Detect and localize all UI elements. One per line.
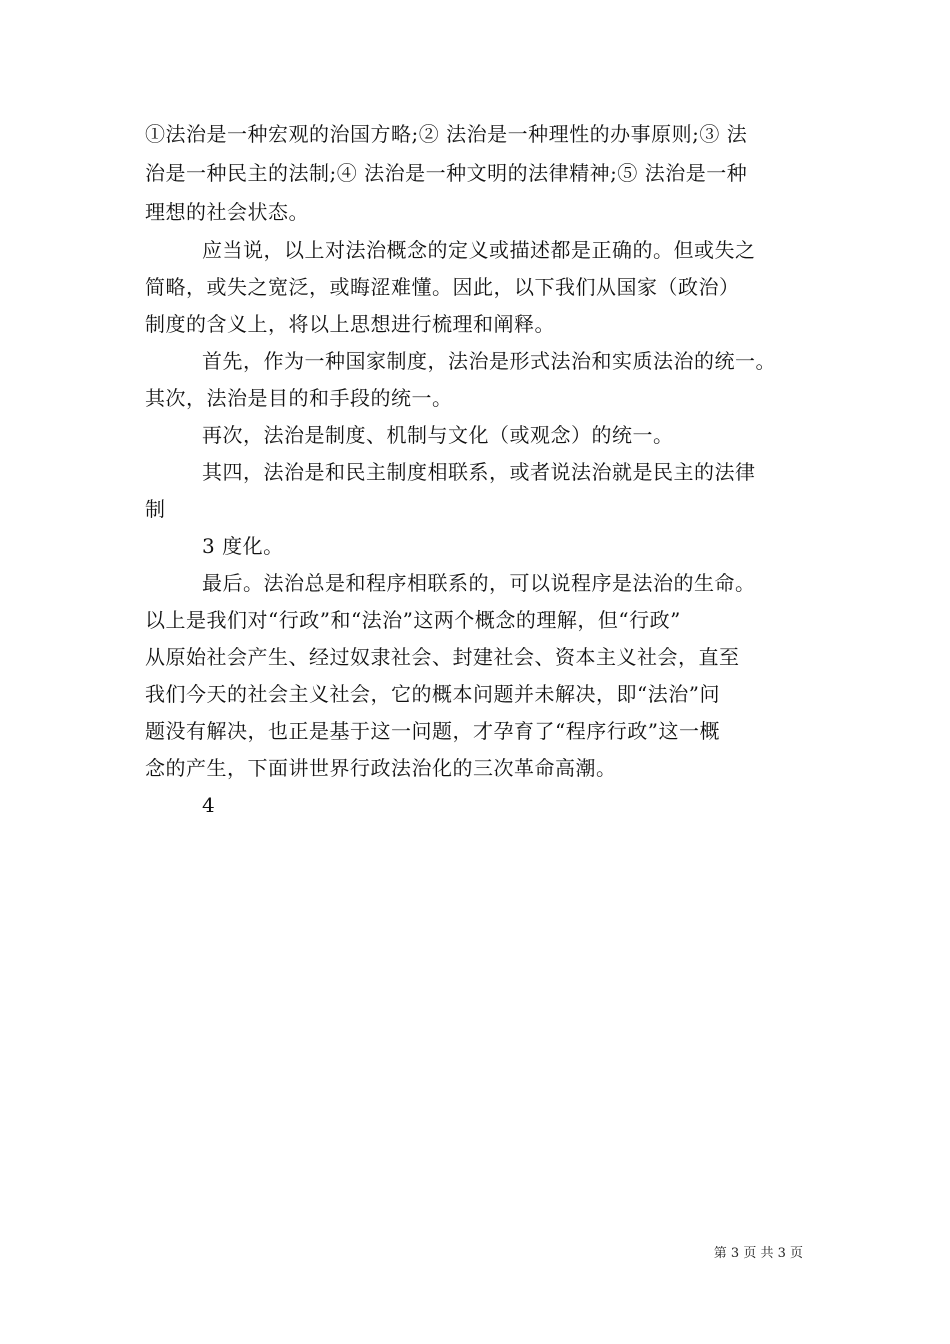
text-line: 理想的社会状态。 [145, 200, 309, 224]
page-number-footer: 第 3 页 共 3 页 [713, 1246, 803, 1261]
text-line: 我们今天的社会主义社会，它的概本问题并未解决，即“法治”问 [145, 682, 720, 706]
text-line: 应当说，以上对法治概念的定义或描述都是正确的。但或失之 [202, 238, 756, 262]
text-line: 简略，或失之宽泛，或晦涩难懂。因此，以下我们从国家（政治） [145, 275, 740, 299]
text-line: 以上是我们对“行政”和“法治”这两个概念的理解，但“行政” [145, 608, 681, 632]
text-line: 制 [145, 497, 166, 521]
text-line: 题没有解决，也正是基于这一问题，才孕育了“程序行政”这一概 [145, 719, 720, 743]
text-line: 制度的含义上，将以上思想进行梳理和阐释。 [145, 312, 555, 336]
text-line: ①法治是一种宏观的治国方略;② 法治是一种理性的办事原则;③ 法 [145, 122, 748, 146]
text-line: 再次，法治是制度、机制与文化（或观念）的统一。 [202, 423, 674, 447]
text-line: 其四，法治是和民主制度相联系，或者说法治就是民主的法律 [202, 460, 756, 484]
text-line: 从原始社会产生、经过奴隶社会、封建社会、资本主义社会，直至 [145, 645, 740, 669]
text-line: 首先，作为一种国家制度，法治是形式法治和实质法治的统一。 [202, 349, 776, 373]
text-line: 最后。法治总是和程序相联系的，可以说程序是法治的生命。 [202, 571, 756, 595]
text-line: 念的产生，下面讲世界行政法治化的三次革命高潮。 [145, 756, 617, 780]
text-line: 治是一种民主的法制;④ 法治是一种文明的法律精神;⑤ 法治是一种 [145, 161, 748, 185]
text-line: 4 [202, 793, 216, 817]
text-line: 3 度化。 [202, 534, 284, 558]
text-line: 其次，法治是目的和手段的统一。 [145, 386, 453, 410]
